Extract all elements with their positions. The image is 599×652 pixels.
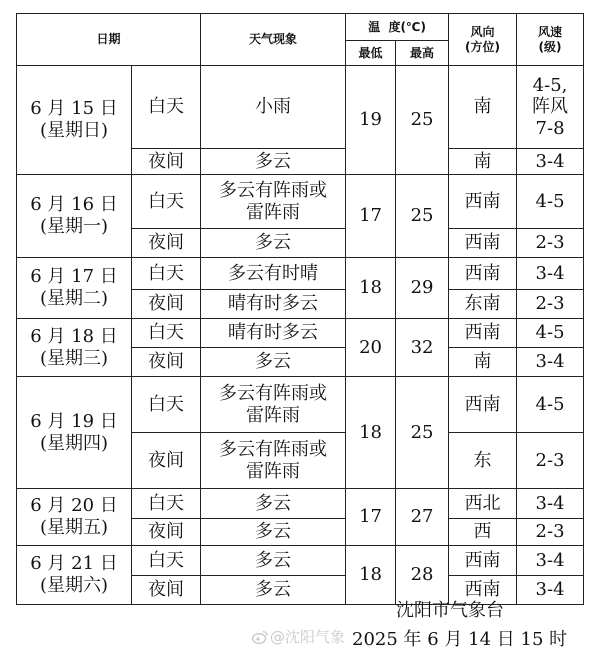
header-weather: 天气现象 [201,14,346,66]
day-row [17,377,584,433]
date-text: 6 月 16 日 [30,194,118,216]
header-wind-speed-unit: (级) [538,39,562,54]
weekday-text: (星期三) [39,347,109,369]
day-row [17,66,584,149]
date-text: 6 月 18 日 [30,325,118,347]
wind-direction: 南 [449,66,517,149]
wind-speed: 2-3 [517,229,584,258]
temp-low: 18 [346,258,396,319]
weather-cell: 多云 [201,519,346,546]
wind-speed: 2-3 [517,433,584,489]
weibo-icon [252,630,268,644]
header-date: 日期 [17,14,201,66]
weekday-text: (星期五) [39,517,109,538]
wind-direction: 西 [449,519,517,546]
wind-speed: 2-3 [517,519,584,546]
issuing-organization: 沈阳市气象台 [396,600,504,621]
weather-cell: 多云有时晴 [201,258,346,290]
temp-high: 25 [396,377,449,489]
wind-direction: 西南 [449,258,517,290]
wind-speed: 3-4 [517,258,584,290]
weather-cell: 多云 [201,576,346,605]
forecast-body [17,66,584,605]
day-row [17,489,584,519]
wind-direction: 西南 [449,229,517,258]
wind-speed: 3-4 [517,576,584,605]
weekday-text: (星期二) [39,288,109,309]
temp-high: 25 [396,175,449,258]
weather-cell: 晴有时多云 [201,290,346,319]
period-label: 白天 [132,175,201,229]
temp-high: 32 [396,319,449,377]
weekday-text: (星期六) [39,575,109,596]
wind-direction: 西南 [449,377,517,433]
wind-speed: 3-4 [517,348,584,377]
issue-time: 2025 年 6 月 14 日 15 时 [352,629,568,650]
temp-high: 25 [396,66,449,175]
wind-speed: 4-5, 阵风 7-8 [517,66,584,149]
wind-direction: 西南 [449,319,517,348]
wind-direction: 东 [449,433,517,489]
watermark-text: @沈阳气象 [270,628,346,646]
temp-low: 19 [346,66,396,175]
weather-cell: 多云有阵雨或 雷阵雨 [201,175,346,229]
period-label: 夜间 [132,519,201,546]
weather-cell: 多云 [201,348,346,377]
period-label: 白天 [132,319,201,348]
date-text: 6 月 21 日 [30,553,118,575]
header-temp-high: 最高 [396,41,449,66]
wind-speed: 3-4 [517,149,584,175]
period-label: 夜间 [132,348,201,377]
period-label: 夜间 [132,576,201,605]
date-text: 6 月 20 日 [30,495,118,517]
temp-low: 18 [346,377,396,489]
date-text: 6 月 19 日 [30,410,118,432]
forecast-table [16,13,584,605]
date-cell [17,489,132,546]
temp-low: 17 [346,175,396,258]
weather-cell: 多云 [201,489,346,519]
wind-speed: 4-5 [517,319,584,348]
day-row [17,258,584,290]
weather-cell: 小雨 [201,66,346,149]
header-wind-direction [449,14,517,66]
header-temp-low: 最低 [346,41,396,66]
period-label: 白天 [132,546,201,576]
weather-cell: 晴有时多云 [201,319,346,348]
period-label: 白天 [132,258,201,290]
period-label: 夜间 [132,229,201,258]
header-temperature: 温 度(℃) [346,14,449,41]
weather-cell: 多云有阵雨或 雷阵雨 [201,377,346,433]
date-cell [17,319,132,377]
date-cell [17,258,132,319]
day-row [17,175,584,229]
wind-direction: 东南 [449,290,517,319]
wind-speed: 2-3 [517,290,584,319]
temp-high: 29 [396,258,449,319]
period-label: 夜间 [132,433,201,489]
period-label: 夜间 [132,149,201,175]
date-cell [17,175,132,258]
temp-low: 18 [346,546,396,605]
wind-speed: 4-5 [517,377,584,433]
period-label: 白天 [132,489,201,519]
period-label: 白天 [132,66,201,149]
temp-high: 28 [396,546,449,605]
weather-cell: 多云 [201,229,346,258]
date-text: 6 月 15 日 [30,98,118,120]
period-label: 白天 [132,377,201,433]
day-row [17,319,584,348]
weekday-text: (星期一) [39,216,109,237]
temp-low: 17 [346,489,396,546]
date-cell [17,66,132,175]
wind-speed: 3-4 [517,546,584,576]
weather-cell: 多云 [201,149,346,175]
watermark [252,626,345,647]
wind-direction: 西南 [449,576,517,605]
wind-direction: 西南 [449,175,517,229]
wind-direction: 南 [449,149,517,175]
day-row [17,546,584,576]
wind-direction: 南 [449,348,517,377]
weather-cell: 多云 [201,546,346,576]
wind-speed: 3-4 [517,489,584,519]
date-text: 6 月 17 日 [30,266,118,288]
header-wind-direction-unit: (方位) [465,39,501,54]
header-wind-speed-title: 风速 [538,25,563,40]
weather-cell: 多云有阵雨或 雷阵雨 [201,433,346,489]
weekday-text: (星期日) [39,120,109,141]
wind-direction: 西南 [449,546,517,576]
wind-direction: 西北 [449,489,517,519]
header-wind-direction-title: 风向 [470,25,495,40]
temp-low: 20 [346,319,396,377]
date-cell [17,546,132,605]
weekday-text: (星期四) [39,432,109,454]
header-wind-speed [517,14,584,66]
temp-high: 27 [396,489,449,546]
wind-speed: 4-5 [517,175,584,229]
date-cell [17,377,132,489]
period-label: 夜间 [132,290,201,319]
